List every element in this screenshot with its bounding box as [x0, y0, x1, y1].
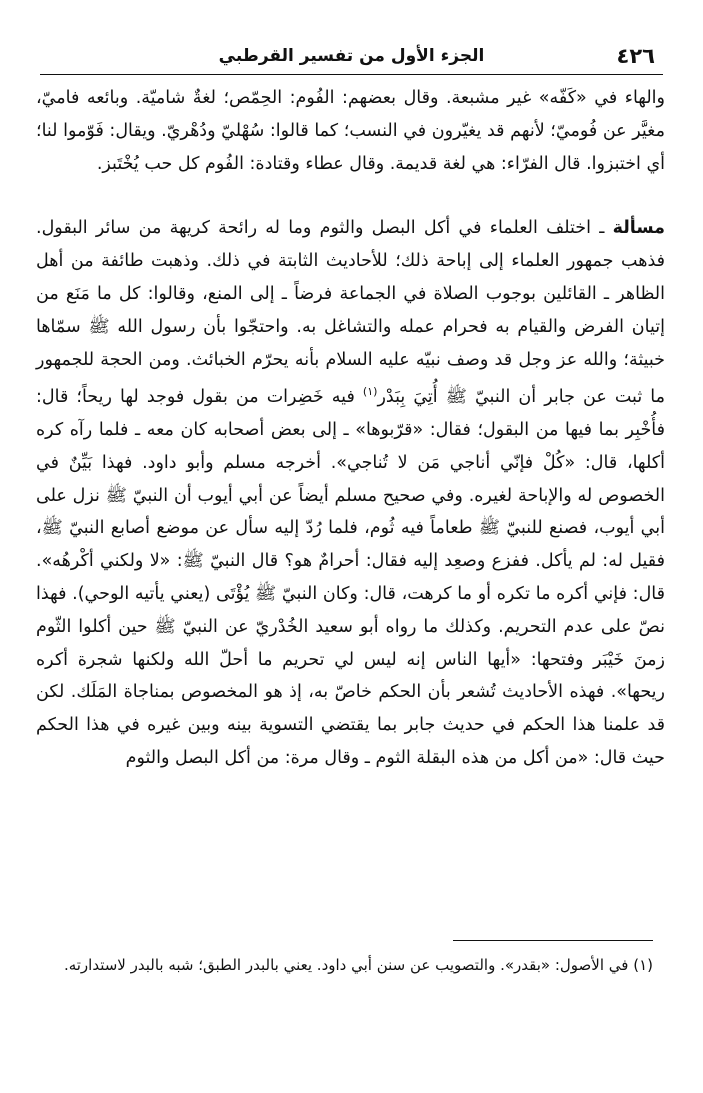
footnote: (١) في الأصول: «بقدر». والتصويب عن سنن أبي داود. يعني بالبدر الطبق؛ شبه بالبدر لاستدارته. — [63, 956, 653, 974]
paragraph-1: والهاء في «كَفّه» غير مشبعة. وقال بعضهم: الفُوم: الحِمّص؛ لغةٌ شاميّة. وبائعه فاميّ، مغيَّر عن فُوميّ؛ لأنهم قد يغيّرون في النسب؛ كما قالوا: سُهْليّ ودُهْريّ. ويقال: فَوّموا لنا؛ أي اختبزوا. قال الفرّاء: هي لغة قديمة. وقال عطاء وقتادة: الفُوم كل حب يُخْتَبز. — [36, 88, 665, 174]
running-header — [40, 42, 663, 74]
paragraph-2-text-a: ـ اختلف العلماء في أكل البصل والثوم وما له رائحة كريهة من سائر البقول. فذهب جمهور العلماء إلى إباحة ذلك؛ للأحاديث الثابتة في ذلك. وذهبت طائفة من أهل الظاهر ـ القائلين بوجوب الصلاة في الجماعة فرضاً ـ إلى المنع، وقالوا: كل ما مَنَع من إتيان الفرض والقيام به فحرام عمله والتشاغل به. واحتجّوا بأن رسول الله ﷺ سمّاها خبيثة؛ والله عز وجل قد وصف نبيّه عليه السلام بأنه يحرّم الخبائث. ومن الحجة للجمهور ما ثبت عن جابر أن النبيّ ﷺ أُتِيَ بِبَدْر — [36, 218, 665, 408]
section-keyword: مسألة — [612, 218, 665, 239]
body-text — [36, 82, 665, 775]
paragraph-2 — [36, 212, 665, 774]
paragraph-2-text-b: فيه خَضِرات من بقول فوجد لها ريحاً؛ قال: فأُخْبِر بما فيها من البقول؛ فقال: «قرّبوها» ـ إلى بعض أصحابه كان معه ـ فلما رآه كره أكلها، قال: «كُلْ فإنّي أناجي مَن لا تُناجي». أخرجه مسلم وأبو داود. فهذا بَيِّنٌ في الخصوص له والإباحة لغيره. وفي صحيح مسلم أيضاً عن أبي أيوب أن النبيّ ﷺ نزل على أبي أيوب، فصنع للنبيّ ﷺ طعاماً فيه ثُوم، فلما رُدّ إليه سأل عن موضع أصابع النبيّ ﷺ، فقيل له: لم يأكل. ففزع وصعِد إليه فقال: أحرامٌ هو؟ قال النبيّ ﷺ: «لا ولكني أكْرهُه». قال: فإني أكره ما تكره أو ما كرهت، قال: وكان النبيّ ﷺ يُؤْتَى (يعني يأتيه الوحي). فهذا نصّ على عدم التحريم. وكذلك ما رواه أبو سعيد الخُدْريّ عن النبيّ ﷺ حين أكلوا الثّوم زمنَ خَيْبَر وفتحها: «أيها الناس إنه ليس لي تحريم ما أحلّ الله ولكنها شجرة أكره ريحها». فهذه الأحاديث تُشعر بأن الحكم خاصّ به، إذ هو المخصوص بمناجاة المَلَك. لكن قد علمنا هذا الحكم في حديث جابر بما يقتضي التسوية بينه وبين غيره في هذا الحكم حيث قال: «من أكل من هذه البقلة الثوم ـ وقال مرة: من أكل البصل والثوم — [36, 387, 665, 768]
page-number: ٤٢٦ — [616, 44, 655, 68]
footnote-rule — [453, 940, 653, 941]
header-rule — [40, 74, 663, 75]
footnote-reference: (١) — [362, 385, 378, 399]
running-title: الجزء الأول من تفسير القرطبي — [218, 46, 485, 66]
